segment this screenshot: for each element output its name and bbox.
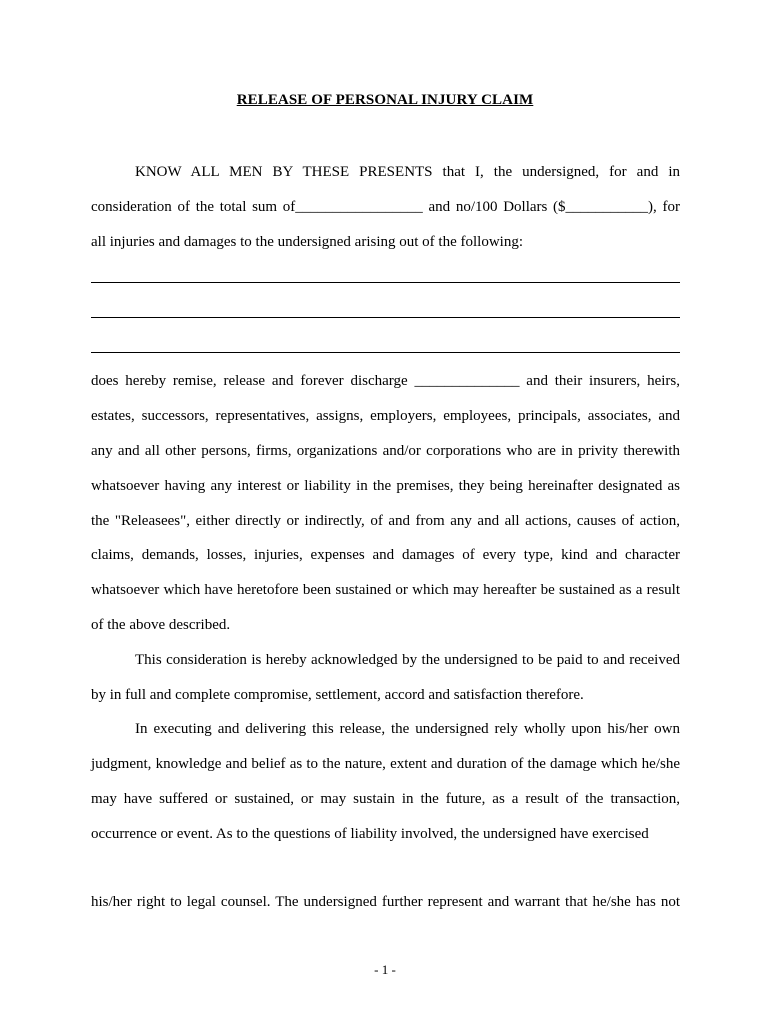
paragraph-4-line-3: may have suffered or sustained, or may sustain in the future, as a result of the transaction, — [91, 791, 680, 807]
paragraph-2-line-3: any and all other persons, firms, organizations and/or corporations who are in privity therewith — [91, 443, 680, 459]
paragraph-2-line-7: whatsoever which have heretofore been sustained or which may hereafter be sustained as a result — [91, 582, 680, 598]
paragraph-2-line-4: whatsoever having any interest or liability in the premises, they being hereinafter designated as — [91, 478, 680, 494]
paragraph-2-line-5: the "Releasees", either directly or indirectly, of and from any and all actions, causes of action, — [91, 513, 680, 529]
paragraph-4-line-1: In executing and delivering this release, the undersigned rely wholly upon his/her own — [135, 721, 680, 737]
paragraph-1-line-2: consideration of the total sum of_________________ and no/100 Dollars ($___________), for — [91, 199, 680, 215]
document-title: RELEASE OF PERSONAL INJURY CLAIM — [236, 92, 534, 108]
paragraph-4-line-2: judgment, knowledge and belief as to the nature, extent and duration of the damage which he/she — [91, 756, 680, 772]
blank-description-line-1[interactable] — [91, 282, 680, 283]
paragraph-3-line-1: This consideration is hereby acknowledged by the undersigned to be paid to and received — [135, 652, 680, 668]
blank-description-line-2[interactable] — [91, 317, 680, 318]
paragraph-1-line-1: KNOW ALL MEN BY THESE PRESENTS that I, the undersigned, for and in — [135, 164, 680, 180]
paragraph-4-line-4: occurrence or event. As to the questions of liability involved, the undersigned have exercised — [91, 826, 649, 842]
paragraph-2-line-6: claims, demands, losses, injuries, expenses and damages of every type, kind and character — [91, 547, 680, 563]
paragraph-4-line-5: his/her right to legal counsel. The undersigned further represent and warrant that he/she has not — [91, 894, 680, 910]
blank-description-line-3[interactable] — [91, 352, 680, 353]
paragraph-3-line-2: by in full and complete compromise, settlement, accord and satisfaction therefore. — [91, 687, 584, 703]
page-number: - 1 - — [374, 962, 396, 977]
paragraph-1-line-3: all injuries and damages to the undersigned arising out of the following: — [91, 234, 523, 250]
paragraph-2-line-2: estates, successors, representatives, assigns, employers, employees, principals, associates, and — [91, 408, 680, 424]
paragraph-2-line-8: of the above described. — [91, 617, 231, 633]
paragraph-2-line-1: does hereby remise, release and forever discharge ______________ and their insurers, heirs, — [91, 373, 680, 389]
